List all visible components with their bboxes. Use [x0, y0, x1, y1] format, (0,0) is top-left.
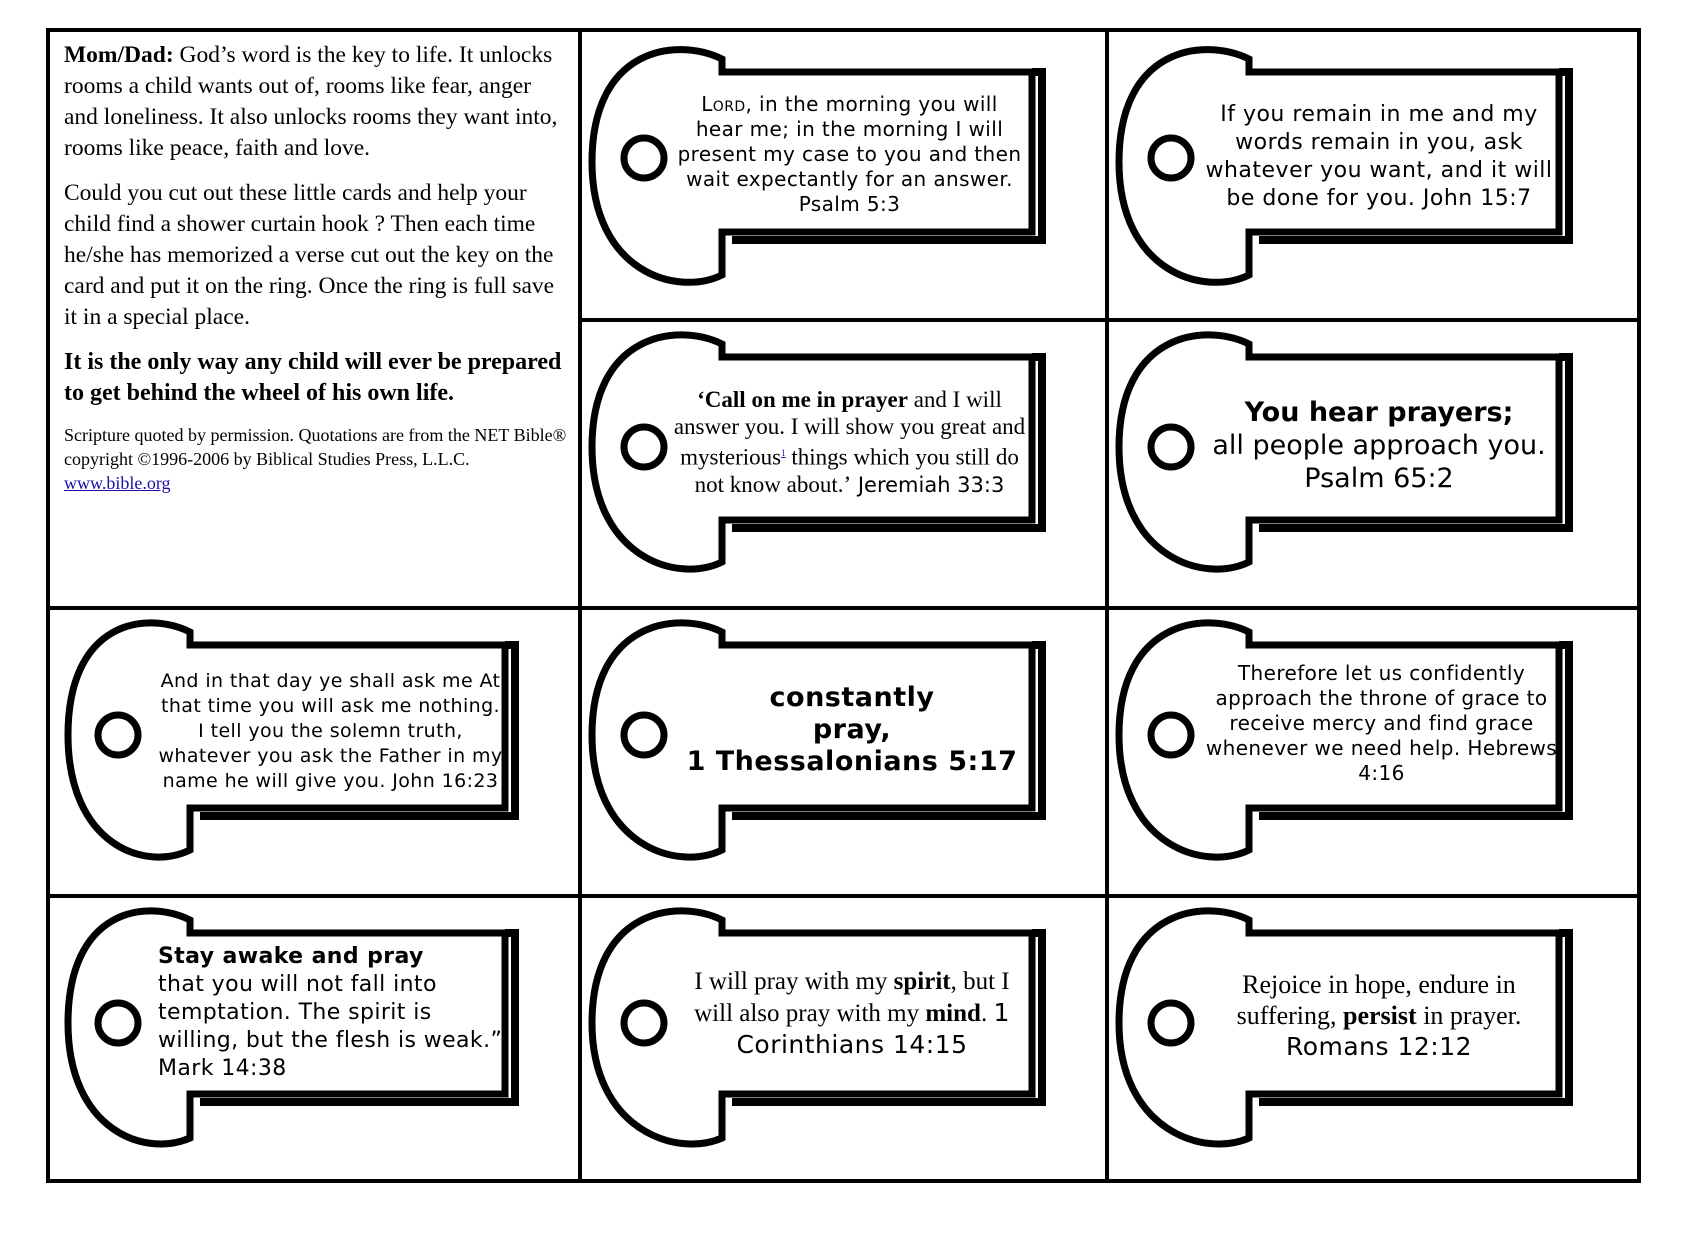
verse-text [672, 370, 1027, 515]
verse-reference: Psalm 65:2 [1304, 462, 1454, 494]
key-card-jeremiah-33-3[interactable] [582, 322, 1105, 606]
intro-paragraph-3: It is the only way any child will ever be prepared to get behind the wheel of his own life. [64, 349, 562, 406]
verse-text [1204, 370, 1554, 520]
verse-body: , in the morning you will hear me; in the morning I will present my case to you and then wait expectantly for an answer. Psalm 5:3 [677, 91, 1022, 216]
verse-body-3: . [980, 999, 994, 1027]
verse-body-1: constantly [769, 682, 935, 713]
verse-body-2: in prayer. [1416, 1000, 1522, 1030]
verse-text [1204, 940, 1554, 1090]
verse-text [672, 660, 1032, 800]
verse-body-2: things which you still do not know about.’ [694, 444, 1019, 497]
verse-text [158, 938, 503, 1088]
verse-body-1: Rejoice in hope, endure in suffering, [1236, 969, 1516, 1030]
intro-paragraph-2: Could you cut out these little cards and help your child find a shower curtain hook ? Then each time he/she has memorized a verse cut out the key on the card and put it on the ring. Once the ring is full save it in a special place. [64, 180, 555, 330]
key-card-corinthians-14-15[interactable] [582, 898, 1105, 1179]
verse-bold: Stay awake and pray [158, 944, 424, 969]
card-sheet [46, 28, 1641, 1183]
verse-reference: 1 Corinthians 14:15 [736, 997, 1010, 1059]
verse-reference: 1 Thessalonians 5:17 [686, 746, 1018, 777]
verse-body: and I will answer you. I will show you great and mysterious [673, 387, 1026, 470]
verse-text [677, 84, 1022, 224]
verse-text: Therefore let us confidently approach the throne of grace to receive mercy and find grace whenever we need help. Hebrews 4:16 [1205, 660, 1558, 785]
verse-bold: ‘Call on me in prayer [697, 387, 908, 413]
verse-bold: You hear prayers; [1244, 396, 1514, 428]
verse-text: If you remain in me and my words remain in you, ask whatever you want, and it will be done for you. John 15:7 [1205, 101, 1553, 211]
verse-body: that you will not fall into temptation. The spirit is willing, but the flesh is weak.” Mark 14:38 [158, 972, 503, 1081]
verse-bold-2: mind [925, 999, 981, 1027]
verse-body-2: pray, [812, 714, 892, 745]
verse-reference: Jeremiah 33:3 [851, 472, 1005, 497]
permission-note [64, 423, 568, 495]
key-card-thessalonians-5-17[interactable] [582, 610, 1105, 894]
verse-body-2: , but I will also pray with my [694, 967, 1010, 1027]
verse-reference: Romans 12:12 [1285, 1031, 1473, 1061]
bible-org-link[interactable]: www.bible.org [64, 473, 171, 493]
key-card-hebrews-4-16[interactable] [1109, 610, 1637, 894]
footnote-link[interactable]: 1 [781, 448, 786, 459]
key-card-john-15-7[interactable] [1109, 32, 1637, 318]
verse-bold-1: spirit [893, 967, 951, 995]
verse-text: And in that day ye shall ask me At that time you will ask me nothing. I tell you the solemn truth, whatever you ask the Father in my name he will give you. John 16:23 [158, 669, 503, 792]
key-card-mark-14-38[interactable] [50, 898, 578, 1179]
verse-body: all people approach you. [1212, 429, 1546, 461]
verse-bold: persist [1343, 1000, 1417, 1030]
verse-text [677, 938, 1027, 1088]
lord-small-caps: Lord [701, 91, 746, 116]
intro-text-cell [50, 32, 578, 606]
key-card-psalm-65-2[interactable] [1109, 322, 1637, 606]
permission-text: Scripture quoted by permission. Quotations are from the NET Bible® copyright ©1996-2006 by Biblical Studies Press, L.L.C. [64, 425, 567, 469]
intro-lead: Mom/Dad: [64, 42, 174, 68]
key-card-romans-12-12[interactable] [1109, 898, 1637, 1179]
key-card-psalm-5-3[interactable] [582, 32, 1105, 318]
intro-paragraph-1 [64, 40, 568, 164]
intro-para1-text: God’s word is the key to life. It unlocks rooms a child wants out of, rooms like fear, anger and loneliness. It also unlocks rooms they want into, rooms like peace, faith and love. [64, 42, 558, 161]
verse-body-1: I will pray with my [694, 967, 894, 995]
key-card-john-16-23[interactable] [50, 610, 578, 894]
